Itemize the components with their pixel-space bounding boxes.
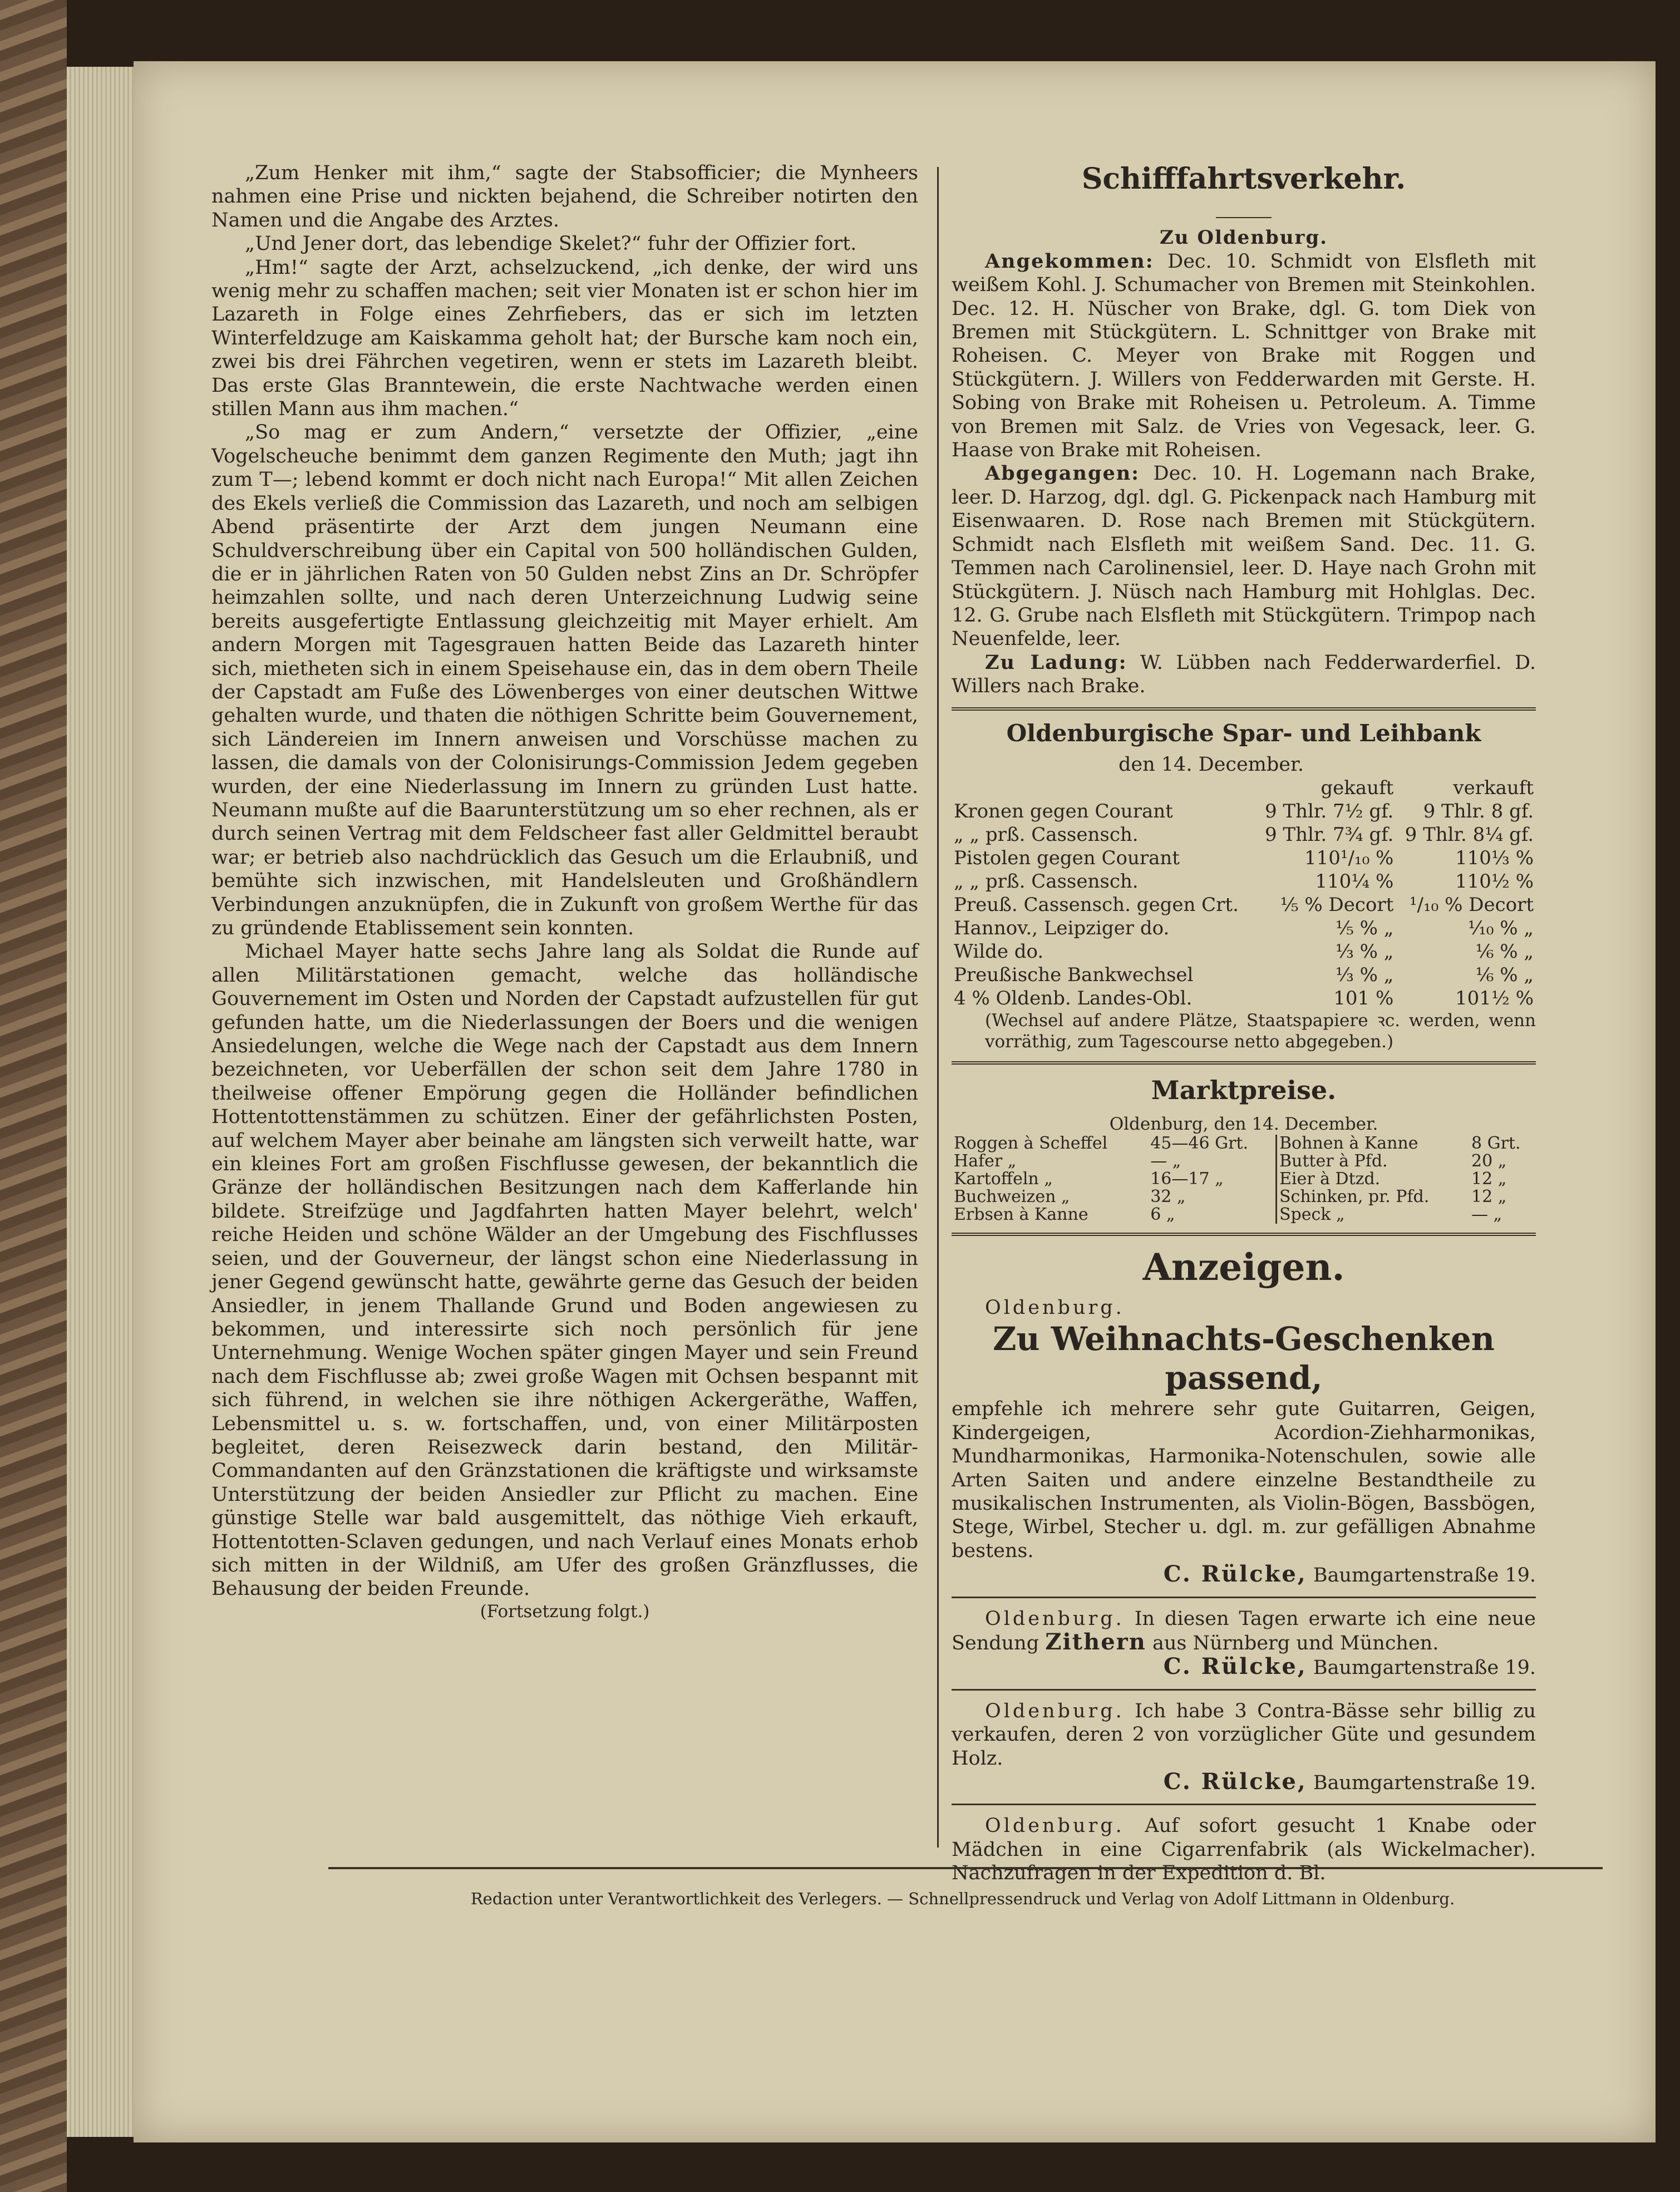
ad4 [952,1814,1536,1885]
bank-sold: ⅙ % „ [1475,963,1534,986]
bank-sold: 110½ % [1455,870,1534,893]
departed-label: Abgegangen: [985,462,1140,485]
ad3-text: Ich habe 3 Contra-Bässe sehr billig zu verkaufen, deren 2 von vorzüglicher Güte und gesundem Holz. [952,1700,1536,1770]
market-item: Eier à Dtzd. [1277,1170,1470,1188]
bank-col-sold: verkauft [1453,776,1534,799]
footer-rule [328,1867,1603,1869]
market-title: Marktpreise. [1151,1075,1337,1105]
table-row [952,893,1536,917]
bank-header-row [952,776,1536,800]
section-divider [952,707,1536,711]
table-row [952,800,1536,823]
bank-item: Wilde do. [954,940,1044,963]
bank-col-bought: gekauft [1321,776,1394,799]
bank-sold: ¹/₁₀ % Decort [1409,893,1534,916]
bank-bought: 9 Thlr. 7½ gf. [1264,800,1394,822]
market-price: 12 „ [1471,1186,1507,1206]
loading-text: W. Lübben nach Fedderwarderfiel. D. Willers nach Brake. [952,651,1536,698]
ad3-signature [952,1770,1536,1795]
bank-bought: 9 Thlr. 7¾ gf. [1264,823,1394,846]
market-item: Bohnen à Kanne [1277,1135,1470,1152]
story-paragraph: Michael Mayer hatte sechs Jahre lang als Soldat die Runde auf allen Militärstationen gemacht, welche das holländische Gouvernement im Osten und Norden der Capstadt aufzustellen für gut gefunden hatte, um die Niederlassungen der Boers und die wenigen Ansiedelungen, welche die Wege nach der Capstadt aus dem Innern bezeichneten, vor Ueberfällen der schon seit dem Jahre 1780 in theilweise offener Empörung gegen die Holländer befindlichen Hottentottenstämmen zu schützen. Einer der gefährlichsten Posten, auf welchem Mayer aber beinahe am längsten sich verweilt hatte, war ein kleines Fort am großen Fischflusse gewesen, der bekanntlich die Gränze der holländischen Besitzungen nach dem Kafferlande hin bildete. Streifzüge und Jagdfahrten hatten Mayer belehrt, welch' reiche Heiden und schöne Wälder an der Umgebung des Fischflusses seien, und der Gouverneur, der längst schon eine Niederlassung in jener Gegend gewünscht hatte, gewährte gerne das Gesuch der beiden Ansiedler, in jenem Thallande Grund und Boden angewiesen zu bekommen, und interessirte sich noch persönlich für jene Unternehmung. Wenige Wochen später gingen Mayer und sein Freund nach dem Fischflusse ab; zwei große Wagen mit Ochsen bespannt mit sich führend, in welchen sie ihre nöthigen Ackergeräthe, Waffen, Lebensmittel u. s. w. fortschaffen, und, von einer Militärposten begleitet, deren Reisezweck darin bestand, den Militär-Commandanten auf den Gränzstationen die kräftigste und wirksamste Unterstützung der beiden Ansiedler zur Pflicht zu machen. Eine günstige Stelle war bald ausgemittelt, das nöthige Vieh erkauft, Hottentotten-Sclaven gedungen, und nach Verlauf eines Monats erhob sich mitten in der Wildniß, am Ufer des großen Gränzflusses, die Behausung der beiden Freunde. [211,940,918,1600]
market-item: Buchweizen „ [954,1186,1070,1206]
market-price: 32 „ [1150,1186,1186,1206]
arrived-label: Angekommen: [985,249,1154,273]
signature-address: Baumgartenstraße 19. [1313,1772,1536,1795]
ad2-text: In diesen Tagen erwarte ich eine neue Sendung [952,1607,1536,1654]
book-binding [0,0,67,2192]
ad3-place: Oldenburg. [985,1700,1125,1722]
arrived-text: Dec. 10. Schmidt von Elsfleth mit weißem Kohl. J. Schumacher von Bremen mit Steinkohlen. Dec. 12. H. Nüscher von Brake, dgl. G. tom Diek von Bremen mit Stückgütern. L. Schnittger von Brake mit Roheisen. C. Meyer von Brake mit Roggen und Stückgütern. J. Willers von Fedderwarden mit Gerste. H. Sobing von Brake mit Roheisen u. Petroleum. A. Timme von Bremen mit Salz. de Vries von Vegesack, leer. G. Haase von Brake mit Roheisen. [952,250,1536,462]
ad2 [952,1607,1536,1656]
market-item: Speck „ [1277,1206,1470,1224]
market-price: 8 Grt. [1471,1133,1521,1153]
bank-table [952,776,1536,1010]
market-price: 6 „ [1150,1204,1175,1224]
story-paragraph: „Zum Henker mit ihm,“ sagte der Stabsofficier; die Mynheers nahmen eine Prise und nickten bejahend, die Schreiber notirten den Namen und die Angabe des Arztes. [211,162,918,231]
bank-sold: 110⅓ % [1455,846,1534,869]
continued-note: (Fortsetzung folgt.) [480,1601,650,1622]
ad1-text: empfehle ich mehrere sehr gute Guitarren, Geigen, Kindergeigen, Acordion-Ziehharmonikas, Mundharmonikas, Harmonika-Notenschulen, sowie alle Arten Saiten und andere einzelne Bestandtheile zu musikalischen Instrumenten, als Violin-Bögen, Bassbögen, Stege, Wirbel, Stecher u. dgl. m. zur gefälligen Abnahme bestens. [952,1398,1536,1562]
bank-bought: ⅕ % „ [1335,917,1394,939]
table-row [952,1206,1536,1224]
market-price: 12 „ [1471,1169,1507,1189]
signature-address: Baumgartenstraße 19. [1313,1564,1536,1587]
bank-date: den 14. December. [1119,753,1304,776]
bank-item: Preußische Bankwechsel [954,963,1194,986]
bank-title: Oldenburgische Spar- und Leihbank [1006,719,1481,747]
signature-address: Baumgartenstraße 19. [1313,1657,1536,1679]
bank-sold: 9 Thlr. 8¼ gf. [1405,823,1534,846]
bank-bought: 110¹/₁₀ % [1304,846,1394,869]
bank-item: Kronen gegen Courant [954,800,1173,822]
signature-name: C. Rülcke, [1163,1653,1307,1680]
market-price: 20 „ [1471,1151,1507,1171]
bank-sold: 9 Thlr. 8 gf. [1423,800,1534,822]
story-paragraph: „Hm!“ sagte der Arzt, achselzuckend, „ich denke, der wird uns wenig mehr zu schaffen machen; seit vier Monaten ist er schon hier im Lazareth in Folge eines Zehrfiebers, das er sich im letzten Winterfeldzuge am Kaiskamma geholt hat; der Bursche kam noch ein, zwei bis drei Fährchen vegetiren, wenn er stets im Lazareth bleibt. Das erste Glas Branntewein, die erste Nachtwache werden einen stillen Mann aus ihm machen.“ [211,256,918,421]
bank-item: Pistolen gegen Courant [954,846,1180,869]
bank-bought: ⅕ % Decort [1280,893,1394,916]
story-column [211,161,918,1622]
shipping-place: Zu Oldenburg. [1159,226,1328,249]
ad4-place: Oldenburg. [985,1815,1125,1838]
ad2-text2: aus Nürnberg und München. [1152,1632,1439,1654]
table-row [952,963,1536,987]
shipping-arrived [952,250,1536,462]
market-item: Roggen à Scheffel [954,1133,1108,1153]
table-row [952,987,1536,1010]
shipping-departed [952,462,1536,651]
bank-bought: ⅓ % „ [1335,940,1394,963]
ad3 [952,1700,1536,1770]
ad1-signature [952,1563,1536,1587]
bank-sold: ⅙ % „ [1475,940,1534,963]
table-row [952,1152,1536,1170]
bank-item: Preuß. Cassensch. gegen Crt. [954,893,1239,916]
market-table [952,1135,1536,1224]
section-divider [952,1061,1536,1065]
table-row [952,870,1536,893]
market-item: Hafer „ [954,1151,1017,1171]
bank-bought: ⅓ % „ [1335,963,1394,986]
market-place-date: Oldenburg, den 14. December. [1109,1114,1378,1134]
footer-imprint: Redaction unter Verantwortlichkeit des Verlegers. — Schnellpressendruck und Verlag von Adolf Littmann in Oldenburg. [470,1889,1455,1908]
page-edges [67,67,134,2137]
ad4-text: Auf sofort gesucht 1 Knabe oder Mädchen in eine Cigarrenfabrik (als Wickelmacher). Nachzufragen in der Expedition d. Bl. [952,1815,1536,1885]
table-row [952,1135,1536,1152]
loading-label: Zu Ladung: [985,651,1127,674]
ad-divider [952,1804,1536,1805]
bank-note: (Wechsel auf andere Plätze, Staatspapiere ꝛc. werden, wenn vorräthig, zum Tagescourse netto abgegeben.) [985,1010,1536,1052]
shipping-loading [952,651,1536,698]
background [0,0,1680,61]
right-column [952,156,1536,1885]
ad-divider [952,1689,1536,1691]
market-item: Schinken, pr. Pfd. [1277,1188,1470,1206]
ad2-place: Oldenburg. [985,1607,1125,1630]
bank-item: „ „ prß. Cassensch. [954,823,1139,846]
ad1-headline: Zu Weihnachts-Geschenken passend, [993,1320,1495,1397]
table-row [952,846,1536,870]
market-item: Kartoffeln „ [954,1169,1053,1189]
bank-bought: 110¼ % [1315,870,1394,893]
signature-name: C. Rülcke, [1163,1561,1307,1588]
ad-divider [952,1597,1536,1598]
table-row [952,1170,1536,1188]
table-row [952,1188,1536,1206]
bank-sold: ⅒ % „ [1467,917,1534,939]
ad1-place: Oldenburg. [985,1296,1125,1319]
bank-item: „ „ prß. Cassensch. [954,870,1139,893]
market-price: — „ [1150,1151,1181,1171]
market-price: 16—17 „ [1150,1169,1224,1189]
market-item: Erbsen à Kanne [954,1204,1088,1224]
market-price: — „ [1471,1204,1502,1224]
ad2-signature [952,1655,1536,1679]
table-row [952,917,1536,940]
section-divider [952,1233,1536,1236]
story-paragraph: „Und Jener dort, das lebendige Skelet?“ fuhr der Offizier fort. [245,233,857,255]
bank-bought: 101 % [1333,987,1394,1009]
column-divider [937,167,939,1848]
bank-item: Hannov., Leipziger do. [954,917,1170,939]
bank-item: 4 % Oldenb. Landes-Obl. [954,987,1193,1009]
story-paragraph: „So mag er zum Andern,“ versetzte der Offizier, „eine Vogelscheuche benimmt dem ganzen Regimente den Muth; jagt ihn zum T—; lebend kommt er doch nicht nach Europa!“ Mit allen Zeichen des Ekels verließ die Commission das Lazareth, und noch am selbigen Abend präsentirte der Arzt dem jungen Neumann eine Schuldverschreibung über ein Capital von 500 holländischen Gulden, die er in jährlichen Raten von 50 Gulden nebst Zins an Dr. Schröpfer heimzahlen sollte, und nach deren Unterzeichnung Ludwig seine bereits ausgefertigte Entlassung gleichzeitig mit Mayer erhielt. Am andern Morgen mit Tagesgrauen hatten Beide das Lazareth hinter sich, mietheten sich in einem Speisehause ein, das in dem obern Theile der Capstadt am Fuße des Löwenberges von einer deutschen Wittwe gehalten wurde, und thaten die nöthigen Schritte beim Gouvernement, sich Ländereien im Innern anweisen und Vorschüsse machen zu lassen, die damals von der Colonisirungs-Commission Jedem gegeben wurden, der eine Niederlassung im Innern zu gründen Lust hatte. Neumann mußte auf die Baarunterstützung um so eher rechnen, als er durch seinen Vertrag mit dem Feldscheer fast aller Geldmittel beraubt war; er betrieb also nachdrücklich das Gesuch um die Erlaubniß, und bemühte sich inzwischen, mit Handelsleuten und Großhändlern Verbindungen anzuknüpfen, die in Zukunft von großem Werthe für das zu gründende Etablissement sein konnten. [211,421,918,939]
departed-text: Dec. 10. H. Logemann nach Brake, leer. D. Harzog, dgl. dgl. G. Pickenpack nach Hamburg mit Eisenwaaren. D. Rose nach Bremen mit Stückgütern. Schmidt nach Elsfleth mit weißem Sand. Dec. 11. G. Temmen nach Carolinensiel, leer. D. Haye nach Grohn mit Stückgütern. J. Nüsch nach Hamburg mit Hohlglas. Dec. 12. G. Grube nach Elsfleth mit Stückgütern. Trimpop nach Neuenfelde, leer. [952,462,1536,651]
market-price: 45—46 Grt. [1150,1133,1248,1153]
ad2-bold: Zithern [1045,1629,1146,1655]
shipping-title: Schifffahrtsverkehr. [1081,162,1406,196]
signature-name: C. Rülcke, [1163,1769,1307,1795]
market-item: Butter à Pfd. [1277,1152,1470,1170]
table-row [952,823,1536,846]
table-row [952,940,1536,963]
bank-sold: 101½ % [1455,987,1534,1009]
ads-title: Anzeigen. [1142,1245,1345,1289]
